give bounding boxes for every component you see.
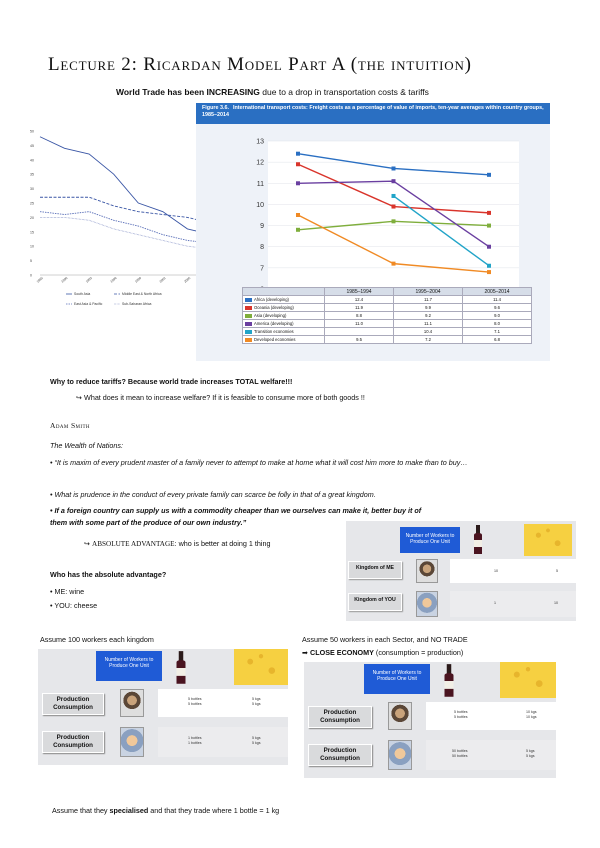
you-portrait xyxy=(120,727,144,757)
figure-table-series-label: Oceania (developing) xyxy=(243,304,325,312)
table1-row1-label: Kingdom of ME xyxy=(348,561,402,579)
table3-cell-3: 50 bottles 50 bottles xyxy=(452,749,468,758)
welfare-text: What does it mean to increase welfare? If it is feasible to consume more of both goods !! xyxy=(84,393,365,402)
right-data-point xyxy=(296,152,300,156)
figure-table-header xyxy=(243,288,532,296)
wine-bottle-icon xyxy=(470,525,486,555)
right-data-point xyxy=(487,211,491,215)
spec-rest: and that they trade where 1 bottle = 1 kg xyxy=(148,806,280,815)
right-data-point xyxy=(296,181,300,185)
left-y-tick: 30 xyxy=(30,187,34,192)
figure-data-table xyxy=(242,287,532,344)
legend-swatch xyxy=(245,314,252,318)
right-data-point xyxy=(392,166,396,170)
figure-table-row xyxy=(243,312,532,320)
table2-header: Number of Workers to Produce One Unit xyxy=(96,651,162,681)
right-data-point xyxy=(487,224,491,228)
assume-100-workers: Assume 100 workers each kingdom xyxy=(40,635,154,644)
left-y-tick: 15 xyxy=(30,230,34,235)
right-data-point xyxy=(296,228,300,232)
figure-table-period: 1995–2004 xyxy=(394,288,463,296)
figure-table-value: 8.8 xyxy=(325,312,394,320)
left-legend-label: Sub-Saharan Africa xyxy=(122,302,152,306)
figure-table-period: 2005–2014 xyxy=(463,288,532,296)
right-y-tick: 8 xyxy=(260,244,264,252)
legend-swatch xyxy=(245,322,252,326)
figure-table-row xyxy=(243,336,532,344)
figure-table-value: 6.8 xyxy=(463,336,532,344)
table3-cell-4: 5 kgs 5 kgs xyxy=(526,749,535,758)
table2-cell-1: 5 bottles 5 bottles xyxy=(188,697,202,706)
figure-table-value xyxy=(325,328,394,336)
figure-table-row xyxy=(243,304,532,312)
figure-table-value: 7.1 xyxy=(463,328,532,336)
close-economy-label: CLOSE ECONOMY xyxy=(310,648,374,657)
figure-table-row xyxy=(243,328,532,336)
right-y-tick: 12 xyxy=(256,159,264,167)
me-portrait xyxy=(120,689,144,717)
you-cheese: • YOU: cheese xyxy=(50,601,98,610)
left-y-tick: 25 xyxy=(30,201,34,206)
table-100-workers xyxy=(38,649,288,765)
right-data-point xyxy=(487,264,491,268)
right-data-point xyxy=(487,245,491,249)
legend-swatch xyxy=(245,330,252,334)
quote-3-bold: • If a foreign country can supply us with a commodity cheaper than we ourselves can make it, better buy it of xyxy=(50,506,422,515)
cheese-icon xyxy=(524,524,572,556)
left-x-tick: 2002 xyxy=(158,276,167,284)
figure-table-value: 11.4 xyxy=(463,296,532,304)
subtitle-lead: World Trade has been xyxy=(116,87,207,97)
figure-table-value: 9.0 xyxy=(463,312,532,320)
close-economy-rest: (consumption = production) xyxy=(373,648,464,657)
table2-row1-label: Production Consumption xyxy=(42,693,104,715)
who-question: Who has the absolute advantage? xyxy=(50,570,167,579)
table1-header: Number of Workers to Produce One Unit xyxy=(400,527,460,553)
spec-lead: Assume that they xyxy=(52,806,110,815)
left-series-line xyxy=(40,197,212,223)
figure-table-value: 8.0 xyxy=(463,320,532,328)
table1-cell-3: 1 xyxy=(494,601,496,605)
right-data-point xyxy=(392,262,396,266)
table2-cell-bg xyxy=(158,689,288,717)
figure-caption-bar xyxy=(196,103,550,124)
page-title: Lecture 2: Ricardan Model Part A (the intuition) xyxy=(48,54,472,75)
figure-table-row xyxy=(243,320,532,328)
wine-bottle-icon xyxy=(172,651,190,685)
figure-table-value: 7.2 xyxy=(394,336,463,344)
close-economy-line xyxy=(302,648,463,657)
figure-table-value: 9.2 xyxy=(394,312,463,320)
figure-table-value: 9.5 xyxy=(325,336,394,344)
me-portrait xyxy=(416,559,438,583)
arrow-icon: ↪ xyxy=(84,539,93,548)
absolute-advantage-label: ABSOLUTE ADVANTAGE xyxy=(92,540,175,548)
left-y-tick: 20 xyxy=(30,215,34,220)
left-legend-label: Middle East & North Africa xyxy=(122,292,162,296)
left-x-tick: 1993 xyxy=(84,276,93,284)
left-x-tick: 1985 xyxy=(35,276,44,284)
absolute-advantage-rest: : who is better at doing 1 thing xyxy=(174,539,271,548)
quote-2: • What is prudence in the conduct of every private family can scarce be folly in that of a great kingdom. xyxy=(50,490,376,499)
table2-cell-2: 5 kgs 5 kgs xyxy=(252,697,261,706)
quote-1: • “It is maxim of every prudent master of a family never to attempt to make at home what it will cost him more to make than to buy… xyxy=(50,458,468,467)
right-data-point xyxy=(392,179,396,183)
right-data-point xyxy=(392,205,396,209)
table3-row2-label: Production Consumption xyxy=(308,744,372,766)
cheese-icon xyxy=(234,649,288,685)
assume-50-workers: Assume 50 workers in each Sector, and NO TRADE xyxy=(302,635,468,644)
table2-cell-4: 5 kgs 5 kgs xyxy=(252,736,261,745)
figure-table-value: 11.7 xyxy=(394,296,463,304)
figure-table-series-label: Developed economies xyxy=(243,336,325,344)
right-y-tick: 7 xyxy=(260,265,264,273)
left-x-tick: 2005 xyxy=(183,276,192,284)
welfare-line xyxy=(76,393,365,402)
table2-row2-label: Production Consumption xyxy=(42,731,104,753)
subtitle xyxy=(116,87,429,97)
legend-swatch xyxy=(245,338,252,342)
table3-cell-bg xyxy=(426,740,556,770)
figure-table-series-label: America (developing) xyxy=(243,320,325,328)
left-y-tick: 40 xyxy=(30,158,34,163)
right-data-point xyxy=(392,219,396,223)
subtitle-rest: due to a drop in transportation costs & tariffs xyxy=(259,87,429,97)
table1-cell-4: 10 xyxy=(554,601,558,605)
left-line-chart xyxy=(30,125,220,330)
figure-table-value: 11.1 xyxy=(394,320,463,328)
figure-table-corner xyxy=(243,288,325,296)
figure-table-value: 12.4 xyxy=(325,296,394,304)
table3-header: Number of Workers to Produce One Unit xyxy=(364,664,430,694)
left-x-tick: 1999 xyxy=(134,276,143,284)
arrow-icon: ➡ xyxy=(302,648,311,657)
left-series-line xyxy=(40,137,212,235)
right-plot-area xyxy=(268,141,519,289)
figure-table-series-label: Asia (developing) xyxy=(243,312,325,320)
right-data-point xyxy=(487,173,491,177)
figure-table-series-label: Transition economies xyxy=(243,328,325,336)
left-series-line xyxy=(40,217,212,249)
figure-table-series-label: Africa (developing) xyxy=(243,296,325,304)
subtitle-bold: INCREASING xyxy=(206,87,260,97)
left-y-tick: 5 xyxy=(30,259,32,264)
figure-table-row xyxy=(243,296,532,304)
table3-row1-label: Production Consumption xyxy=(308,706,372,728)
legend-swatch xyxy=(245,298,252,302)
you-portrait xyxy=(416,591,438,617)
adam-smith-heading: Adam Smith xyxy=(50,421,90,430)
freight-cost-figure xyxy=(196,103,550,361)
right-data-point xyxy=(296,162,300,166)
table3-cell-1: 5 bottles 5 bottles xyxy=(454,710,468,719)
right-y-tick: 10 xyxy=(256,201,264,209)
left-y-tick: 10 xyxy=(30,244,34,249)
left-series-line xyxy=(40,212,212,244)
right-data-point xyxy=(392,194,396,198)
cheese-icon xyxy=(500,662,556,698)
table3-cell-2: 10 kgs 10 kgs xyxy=(526,710,537,719)
right-data-point xyxy=(296,213,300,217)
you-portrait xyxy=(388,740,412,770)
right-data-point xyxy=(487,270,491,274)
table2-cell-bg xyxy=(158,727,288,757)
figure-table-value: 9.6 xyxy=(463,304,532,312)
figure-table-value: 11.9 xyxy=(325,304,394,312)
figure-table-period: 1985–1994 xyxy=(325,288,394,296)
absolute-advantage-table xyxy=(346,521,576,621)
left-y-tick: 0 xyxy=(30,273,32,278)
spec-bold: specialised xyxy=(109,806,149,815)
left-y-tick: 50 xyxy=(30,129,34,134)
table-50-workers xyxy=(304,662,556,778)
figure-table-value: 11.0 xyxy=(325,320,394,328)
why-line xyxy=(50,377,292,386)
left-x-tick: 1990 xyxy=(60,276,69,284)
right-y-tick: 9 xyxy=(260,223,264,231)
left-y-tick: 45 xyxy=(30,143,34,148)
right-y-tick: 11 xyxy=(256,180,264,188)
table1-cell-1: 10 xyxy=(494,569,498,573)
specialised-line xyxy=(52,806,279,815)
figure-caption: International transport costs: Freight costs as a percentage of value of imports, ten-year averages within country groups, 1985–2014 xyxy=(202,105,544,118)
wine-bottle-icon xyxy=(440,664,458,698)
left-legend-label: South Asia xyxy=(74,292,91,296)
right-y-tick: 13 xyxy=(256,138,264,146)
legend-swatch xyxy=(245,306,252,310)
left-legend-label: East Asia & Pacific xyxy=(74,302,103,306)
wealth-of-nations: The Wealth of Nations: xyxy=(50,441,123,450)
why-text: Why to reduce tariffs? Because world trade increases TOTAL welfare!!! xyxy=(50,377,293,386)
me-portrait xyxy=(388,702,412,730)
left-x-tick: 1996 xyxy=(109,276,118,284)
left-y-tick: 35 xyxy=(30,172,34,177)
arrow-icon: ↪ xyxy=(76,393,85,402)
figure-number: Figure 3.6. xyxy=(202,105,229,111)
table2-cell-3: 1 bottles 1 bottles xyxy=(188,736,202,745)
figure-table-value: 10.4 xyxy=(394,328,463,336)
table1-row2-label: Kingdom of YOU xyxy=(348,593,402,611)
me-wine: • ME: wine xyxy=(50,587,85,596)
quote-3-rest: them with some part of the produce of our own industry.” xyxy=(50,518,247,527)
table1-cell-2: 5 xyxy=(556,569,558,573)
figure-table-value: 9.9 xyxy=(394,304,463,312)
absolute-advantage-line xyxy=(84,539,270,548)
